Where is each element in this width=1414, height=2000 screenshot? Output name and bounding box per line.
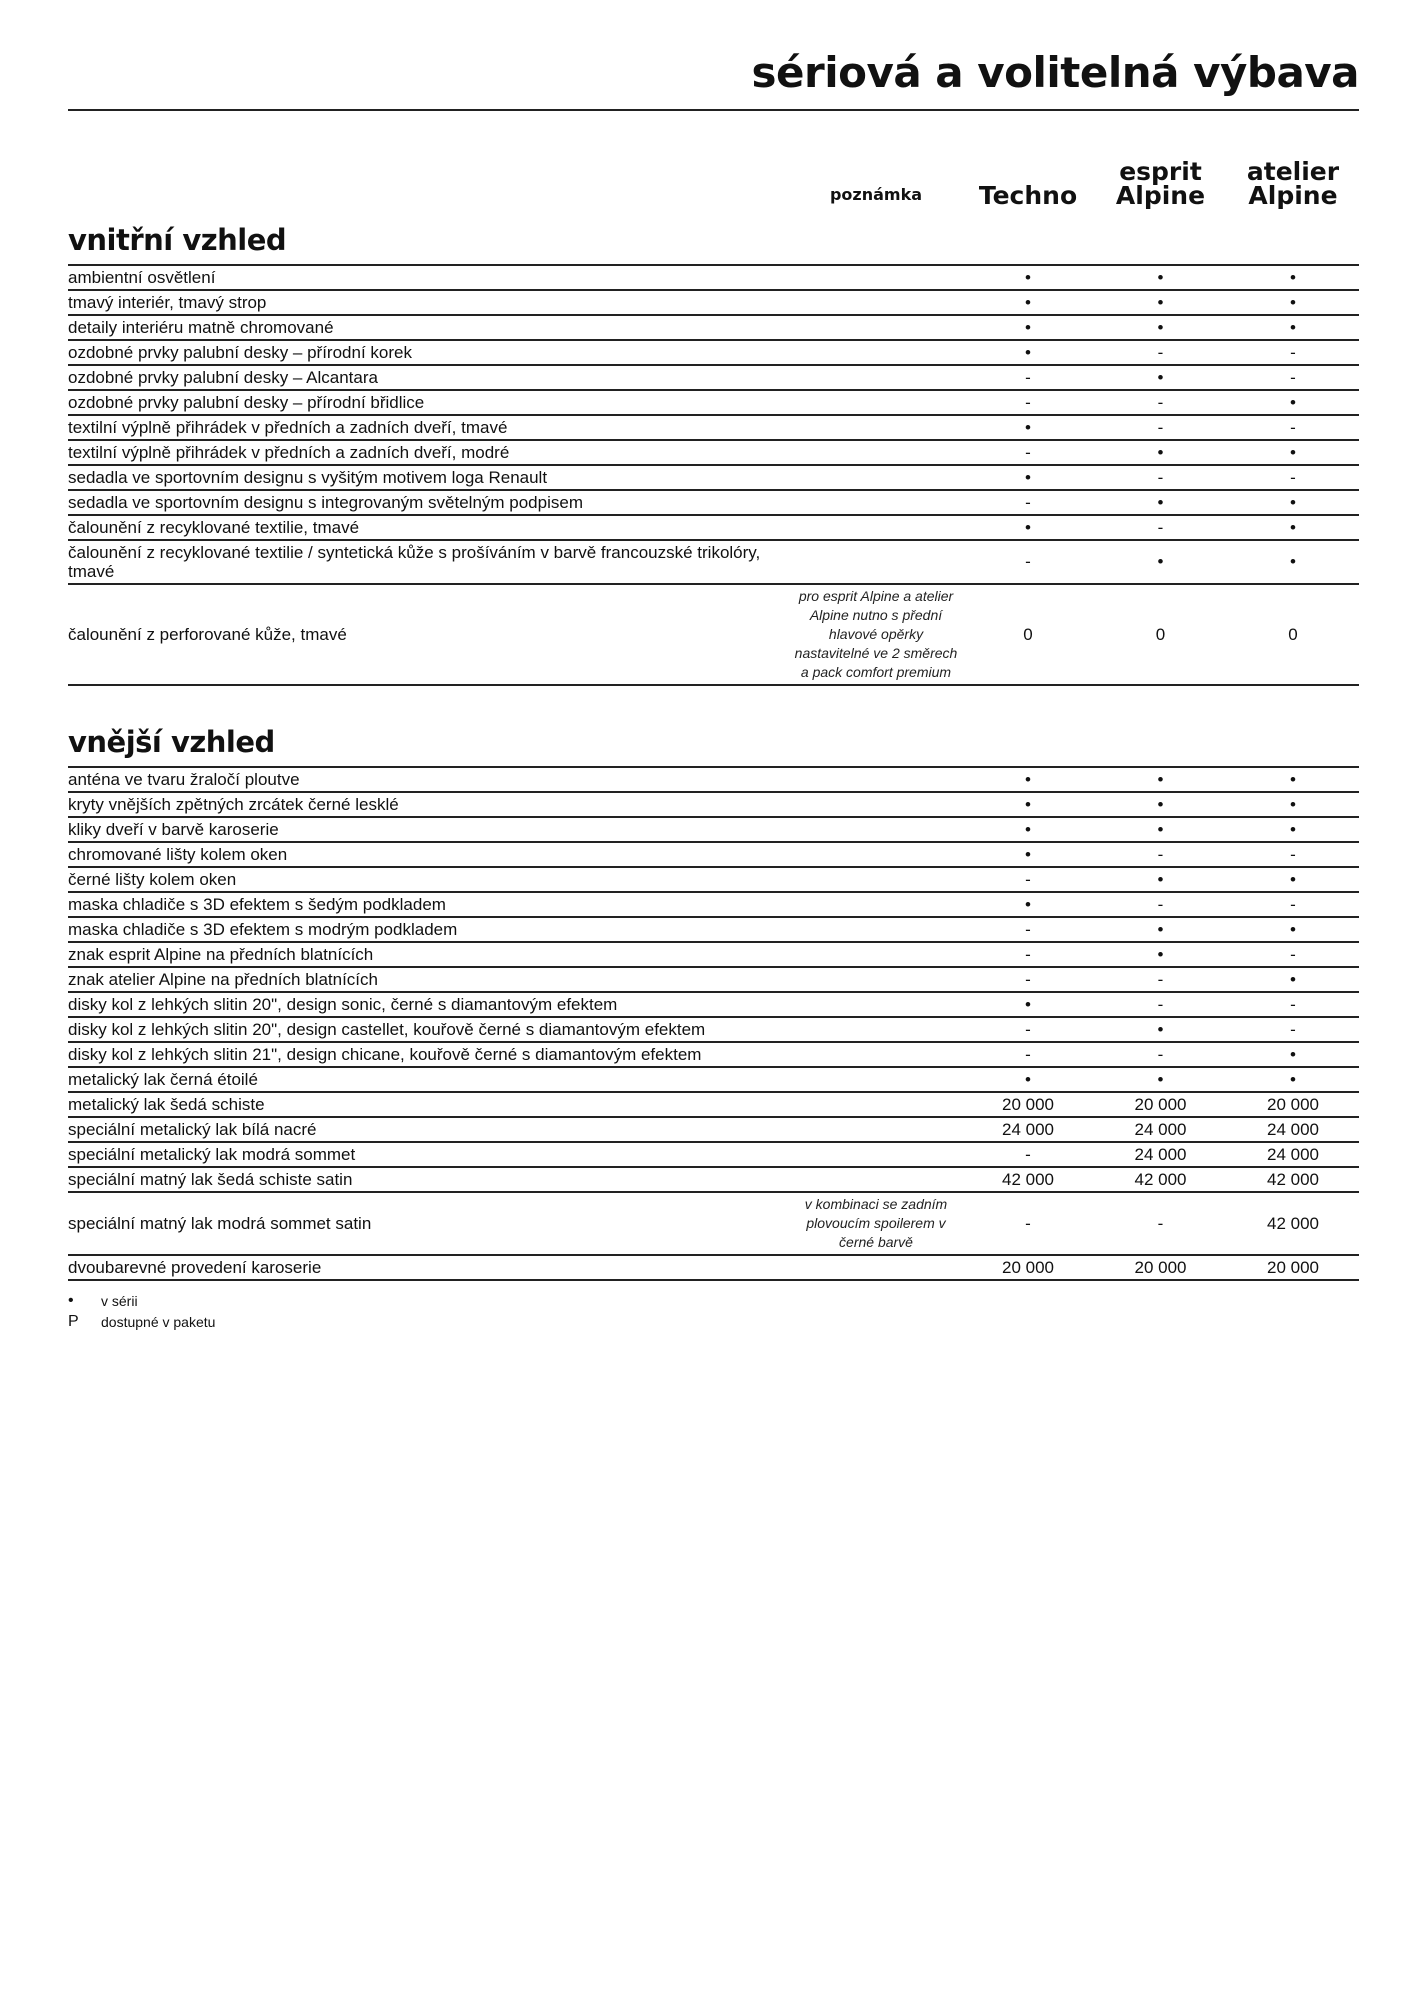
value-esprit-alpine: - [1157, 894, 1164, 914]
value-esprit-alpine: - [1157, 994, 1164, 1014]
table-row [68, 366, 1359, 391]
table-row [68, 1093, 1359, 1118]
feature-note [790, 778, 962, 782]
value-atelier-alpine: • [1290, 552, 1296, 571]
table-row [68, 316, 1359, 341]
feature-note [790, 928, 962, 932]
feature-note [790, 1266, 962, 1270]
value-esprit-alpine: • [1157, 869, 1164, 889]
legend-text: dostupné v paketu [101, 1313, 216, 1330]
value-techno: - [1025, 1019, 1031, 1039]
table-row [68, 1068, 1359, 1093]
atelier-header-line2: Alpine [1248, 181, 1338, 210]
value-techno: - [1025, 367, 1031, 387]
value-techno: - [1025, 944, 1031, 964]
value-techno: 42 000 [1002, 1169, 1054, 1189]
feature-label: tmavý interiér, tmavý strop [68, 293, 267, 312]
feature-note [790, 1128, 962, 1132]
legend-text: v sérii [101, 1292, 138, 1309]
feature-note [790, 1003, 962, 1007]
feature-label: metalický lak šedá schiste [68, 1095, 265, 1114]
value-esprit-alpine: • [1157, 292, 1164, 312]
feature-note [790, 903, 962, 907]
value-techno: 20 000 [1002, 1094, 1054, 1114]
feature-table [68, 264, 1359, 686]
value-atelier-alpine: 24 000 [1267, 1144, 1319, 1164]
value-techno: • [1025, 1069, 1031, 1089]
feature-note [790, 1053, 962, 1057]
feature-label: sedadla ve sportovním designu s vyšitým motivem loga Renault [68, 468, 548, 487]
value-esprit-alpine: • [1157, 317, 1164, 337]
feature-label: znak atelier Alpine na předních blatnících [68, 970, 378, 989]
atelier-header-line1: atelier [1246, 157, 1340, 186]
value-atelier-alpine: - [1290, 844, 1296, 864]
value-esprit-alpine: • [1157, 367, 1164, 387]
value-esprit-alpine: 24 000 [1134, 1144, 1187, 1164]
feature-label: černé lišty kolem oken [68, 870, 237, 889]
table-row [68, 416, 1359, 441]
feature-table [68, 766, 1359, 1281]
value-esprit-alpine: - [1157, 467, 1164, 487]
feature-note [790, 301, 962, 305]
value-techno: - [1025, 492, 1031, 512]
value-esprit-alpine: • [1157, 267, 1164, 287]
feature-label: ozdobné prvky palubní desky – přírodní korek [68, 343, 412, 362]
feature-label: čalounění z recyklované textilie / syntetická kůže s prošíváním v barvě francouzské trikolóry, tmavé [68, 543, 761, 581]
techno-column-header: Techno [978, 181, 1078, 210]
value-atelier-alpine: 20 000 [1267, 1094, 1319, 1114]
value-esprit-alpine: • [1157, 442, 1164, 462]
feature-note [790, 953, 962, 957]
feature-label: maska chladiče s 3D efektem s modrým podkladem [68, 920, 458, 939]
feature-note [790, 401, 962, 405]
feature-label: ambientní osvětlení [68, 268, 216, 287]
section-title: vnitřní vzhled [68, 223, 287, 257]
feature-label: speciální matný lak modrá sommet satin [68, 1214, 372, 1233]
legend [68, 1290, 215, 1332]
value-esprit-alpine: - [1157, 844, 1164, 864]
value-esprit-alpine: • [1157, 552, 1164, 571]
value-atelier-alpine: • [1290, 1044, 1296, 1064]
feature-note [790, 451, 962, 455]
value-atelier-alpine: • [1290, 794, 1296, 814]
value-techno: - [1025, 919, 1031, 939]
feature-label: disky kol z lehkých slitin 20", design castellet, kouřově černé s diamantovým efektem [68, 1020, 706, 1039]
value-esprit-alpine: • [1157, 1069, 1164, 1089]
feature-note [790, 476, 962, 480]
value-esprit-alpine: • [1157, 819, 1164, 839]
value-techno: • [1025, 317, 1031, 337]
feature-note [790, 1178, 962, 1182]
legend-symbol: • [68, 1291, 74, 1309]
value-atelier-alpine: • [1290, 919, 1296, 939]
feature-label: speciální metalický lak modrá sommet [68, 1145, 356, 1164]
feature-note [790, 560, 962, 564]
value-techno: • [1025, 292, 1031, 312]
value-techno: • [1025, 467, 1031, 487]
table-row [68, 768, 1359, 793]
feature-note [790, 1153, 962, 1157]
feature-note [790, 526, 962, 530]
table-row [68, 818, 1359, 843]
value-atelier-alpine: - [1290, 944, 1296, 964]
section-title: vnější vzhled [68, 725, 275, 759]
value-atelier-alpine: • [1290, 442, 1296, 462]
value-atelier-alpine: - [1290, 994, 1296, 1014]
value-atelier-alpine: • [1290, 769, 1296, 789]
table-row [68, 291, 1359, 316]
table-row [68, 1256, 1359, 1281]
feature-note: pro esprit Alpine a atelier Alpine nutno s přední hlavové opěrky nastavitelné ve 2 směrech a pack comfort premium [794, 588, 958, 680]
feature-label: kryty vnějších zpětných zrcátek černé lesklé [68, 795, 399, 814]
esprit-header-line1: esprit [1119, 157, 1202, 186]
value-atelier-alpine: • [1290, 869, 1296, 889]
section-interior [68, 222, 1359, 686]
table-row [68, 441, 1359, 466]
feature-label: disky kol z lehkých slitin 20", design sonic, černé s diamantovým efektem [68, 995, 618, 1014]
value-techno: 20 000 [1002, 1257, 1054, 1277]
value-techno: • [1025, 894, 1031, 914]
feature-note [790, 376, 962, 380]
value-atelier-alpine: - [1290, 467, 1296, 487]
legend-item [68, 1290, 215, 1311]
feature-label: anténa ve tvaru žraločí ploutve [68, 770, 300, 789]
value-esprit-alpine: - [1157, 392, 1164, 412]
feature-note: v kombinaci se zadním plovoucím spoilerem v černé barvě [804, 1196, 948, 1250]
feature-note [790, 878, 962, 882]
value-techno: • [1025, 769, 1031, 789]
table-row [68, 918, 1359, 943]
value-esprit-alpine: 0 [1155, 624, 1166, 644]
feature-label: textilní výplně přihrádek v předních a zadních dveří, tmavé [68, 418, 508, 437]
table-row [68, 1143, 1359, 1168]
feature-label: speciální matný lak šedá schiste satin [68, 1170, 353, 1189]
table-row [68, 466, 1359, 491]
feature-label: čalounění z perforované kůže, tmavé [68, 625, 347, 644]
feature-note [790, 276, 962, 280]
table-row [68, 1043, 1359, 1068]
table-row [68, 1168, 1359, 1193]
value-atelier-alpine: 42 000 [1267, 1169, 1319, 1189]
value-atelier-alpine: • [1290, 819, 1296, 839]
table-row [68, 585, 1359, 686]
table-row [68, 266, 1359, 291]
value-atelier-alpine: 24 000 [1267, 1119, 1319, 1139]
table-row [68, 1018, 1359, 1043]
value-techno: • [1025, 517, 1031, 537]
feature-note [790, 853, 962, 857]
table-row [68, 943, 1359, 968]
feature-note [790, 1028, 962, 1032]
value-techno: 0 [1023, 624, 1033, 644]
value-atelier-alpine: - [1290, 342, 1296, 362]
value-atelier-alpine: • [1290, 492, 1296, 512]
feature-note [790, 501, 962, 505]
feature-label: sedadla ve sportovním designu s integrovaným světelným podpisem [68, 493, 583, 512]
feature-label: ozdobné prvky palubní desky – Alcantara [68, 368, 378, 387]
feature-note [790, 426, 962, 430]
table-row [68, 993, 1359, 1018]
table-row [68, 868, 1359, 893]
value-esprit-alpine: - [1157, 342, 1164, 362]
feature-label: metalický lak černá étoilé [68, 1070, 258, 1089]
feature-note [790, 1103, 962, 1107]
section-exterior [68, 724, 1359, 1281]
value-atelier-alpine: • [1290, 517, 1296, 537]
table-row [68, 793, 1359, 818]
feature-label: čalounění z recyklované textilie, tmavé [68, 518, 360, 537]
table-row [68, 391, 1359, 416]
value-esprit-alpine: - [1157, 1044, 1164, 1064]
page-title: sériová a volitelná výbava [751, 48, 1359, 97]
value-atelier-alpine: • [1290, 969, 1296, 989]
value-techno: • [1025, 994, 1031, 1014]
feature-note [790, 803, 962, 807]
value-techno: - [1025, 1213, 1031, 1233]
feature-label: detaily interiéru matně chromované [68, 318, 334, 337]
value-techno: • [1025, 794, 1031, 814]
value-techno: • [1025, 844, 1031, 864]
value-esprit-alpine: • [1157, 492, 1164, 512]
value-techno: • [1025, 267, 1031, 287]
value-atelier-alpine: 0 [1288, 624, 1298, 644]
value-esprit-alpine: 20 000 [1134, 1257, 1187, 1277]
title-divider [68, 109, 1359, 111]
table-row [68, 893, 1359, 918]
feature-note [790, 978, 962, 982]
value-esprit-alpine: 42 000 [1134, 1169, 1187, 1189]
esprit-header-line2: Alpine [1115, 181, 1206, 210]
value-atelier-alpine: • [1290, 1069, 1296, 1089]
feature-label: speciální metalický lak bílá nacré [68, 1120, 317, 1139]
table-row [68, 1118, 1359, 1143]
value-techno: - [1025, 1044, 1031, 1064]
value-atelier-alpine: 42 000 [1267, 1213, 1319, 1233]
atelier-alpine-column-header [1227, 157, 1359, 210]
value-techno: • [1025, 819, 1031, 839]
table-row [68, 843, 1359, 868]
esprit-alpine-column-header [1094, 157, 1227, 210]
value-atelier-alpine: - [1290, 367, 1296, 387]
feature-note [790, 326, 962, 330]
value-esprit-alpine: - [1157, 1213, 1164, 1233]
value-esprit-alpine: • [1157, 794, 1164, 814]
feature-note [790, 828, 962, 832]
value-atelier-alpine: • [1290, 392, 1296, 412]
value-techno: 24 000 [1002, 1119, 1054, 1139]
value-techno: • [1025, 417, 1031, 437]
value-techno: - [1025, 442, 1031, 462]
value-esprit-alpine: - [1157, 517, 1164, 537]
legend-symbol: P [68, 1312, 79, 1330]
feature-label: chromované lišty kolem oken [68, 845, 288, 864]
table-row [68, 341, 1359, 366]
feature-label: maska chladiče s 3D efektem s šedým podkladem [68, 895, 446, 914]
value-atelier-alpine: • [1290, 317, 1296, 337]
value-techno: - [1025, 969, 1031, 989]
feature-label: ozdobné prvky palubní desky – přírodní břidlice [68, 393, 425, 412]
value-atelier-alpine: 20 000 [1267, 1257, 1319, 1277]
value-esprit-alpine: 24 000 [1134, 1119, 1187, 1139]
value-esprit-alpine: • [1157, 919, 1164, 939]
value-techno: - [1025, 1144, 1031, 1164]
feature-note [790, 351, 962, 355]
value-esprit-alpine: • [1157, 1019, 1164, 1039]
value-atelier-alpine: - [1290, 1019, 1296, 1039]
feature-label: znak esprit Alpine na předních blatnících [68, 945, 374, 964]
table-row [68, 516, 1359, 541]
value-atelier-alpine: • [1290, 292, 1296, 312]
value-atelier-alpine: - [1290, 417, 1296, 437]
column-headers [68, 148, 1359, 208]
feature-label: disky kol z lehkých slitin 21", design chicane, kouřově černé s diamantovým efektem [68, 1045, 702, 1064]
value-techno: - [1025, 392, 1031, 412]
table-row [68, 491, 1359, 516]
value-techno: - [1025, 552, 1031, 571]
value-techno: • [1025, 342, 1031, 362]
table-row [68, 968, 1359, 993]
value-atelier-alpine: - [1290, 894, 1296, 914]
value-esprit-alpine: 20 000 [1134, 1094, 1187, 1114]
table-row [68, 541, 1359, 585]
feature-label: kliky dveří v barvě karoserie [68, 820, 279, 839]
feature-label: dvoubarevné provedení karoserie [68, 1258, 322, 1277]
value-esprit-alpine: - [1157, 969, 1164, 989]
value-techno: - [1025, 869, 1031, 889]
feature-note [790, 1078, 962, 1082]
value-atelier-alpine: • [1290, 267, 1296, 287]
legend-item [68, 1311, 215, 1332]
value-esprit-alpine: • [1157, 769, 1164, 789]
note-column-header: poznámka [829, 185, 923, 204]
value-esprit-alpine: - [1157, 417, 1164, 437]
table-row [68, 1193, 1359, 1256]
value-esprit-alpine: • [1157, 944, 1164, 964]
feature-label: textilní výplně přihrádek v předních a zadních dveří, modré [68, 443, 510, 462]
